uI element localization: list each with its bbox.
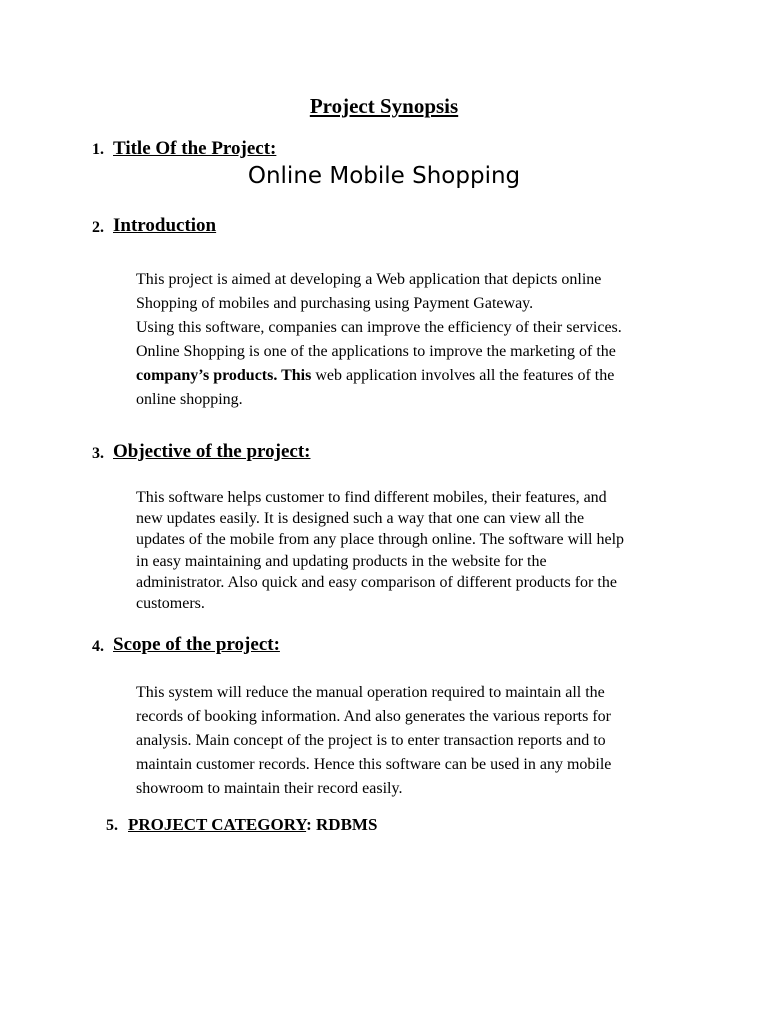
section-1-heading: Title Of the Project:: [113, 138, 277, 159]
objective-line-4: in easy maintaining and updating products in the website for the: [136, 552, 547, 570]
objective-line-1: This software helps customer to find different mobiles, their features, and: [136, 489, 607, 506]
section-3-number: 3.: [92, 445, 104, 462]
project-name: Online Mobile Shopping: [247, 163, 521, 189]
objective-paragraph: [136, 487, 678, 614]
section-2-heading: Introduction: [113, 215, 217, 236]
section-4-heading: Scope of the project:: [113, 634, 280, 655]
scope-line-3: analysis. Main concept of the project is to enter transaction reports and to: [136, 732, 606, 749]
intro-line-3: Using this software, companies can improve the efficiency of their services.: [136, 319, 622, 336]
scope-line-5: showroom to maintain their record easily.: [136, 780, 403, 797]
section-1-number: 1.: [92, 141, 104, 158]
intro-line-1: This project is aimed at developing a Web application that depicts online: [136, 271, 602, 288]
project-category-value: RDBMS: [316, 815, 378, 834]
scope-line-1: This system will reduce the manual operation required to maintain all the: [136, 684, 605, 701]
section-2-number: 2.: [92, 219, 104, 236]
section-5-number: 5.: [106, 817, 118, 834]
intro-line-2: Shopping of mobiles and purchasing using Payment Gateway.: [136, 295, 534, 312]
intro-line-5: [136, 364, 678, 388]
section-4-number: 4.: [92, 638, 104, 655]
objective-line-5: administrator. Also quick and easy comparison of different products for the: [136, 573, 617, 591]
document-title: Project Synopsis: [309, 94, 459, 118]
project-category-separator: :: [306, 815, 312, 834]
intro-line-4: Online Shopping is one of the applications to improve the marketing of the: [136, 343, 616, 360]
objective-line-6: customers.: [136, 595, 205, 613]
project-category: [128, 815, 377, 835]
project-category-label: PROJECT CATEGORY: [128, 815, 307, 834]
scope-line-2: records of booking information. And also generates the various reports for: [136, 708, 611, 725]
intro-line-5-rest: web application involves all the features of the: [311, 367, 615, 384]
objective-line-3: updates of the mobile from any place through online. The software will help: [136, 531, 625, 549]
introduction-paragraph: [136, 268, 678, 412]
section-3-heading: Objective of the project:: [113, 441, 311, 462]
scope-paragraph: [136, 681, 678, 801]
intro-line-6: online shopping.: [136, 391, 243, 408]
objective-line-2: new updates easily. It is designed such a way that one can view all the: [136, 510, 585, 528]
scope-line-4: maintain customer records. Hence this software can be used in any mobile: [136, 756, 612, 773]
intro-bold-text: company’s products. This: [136, 367, 312, 384]
